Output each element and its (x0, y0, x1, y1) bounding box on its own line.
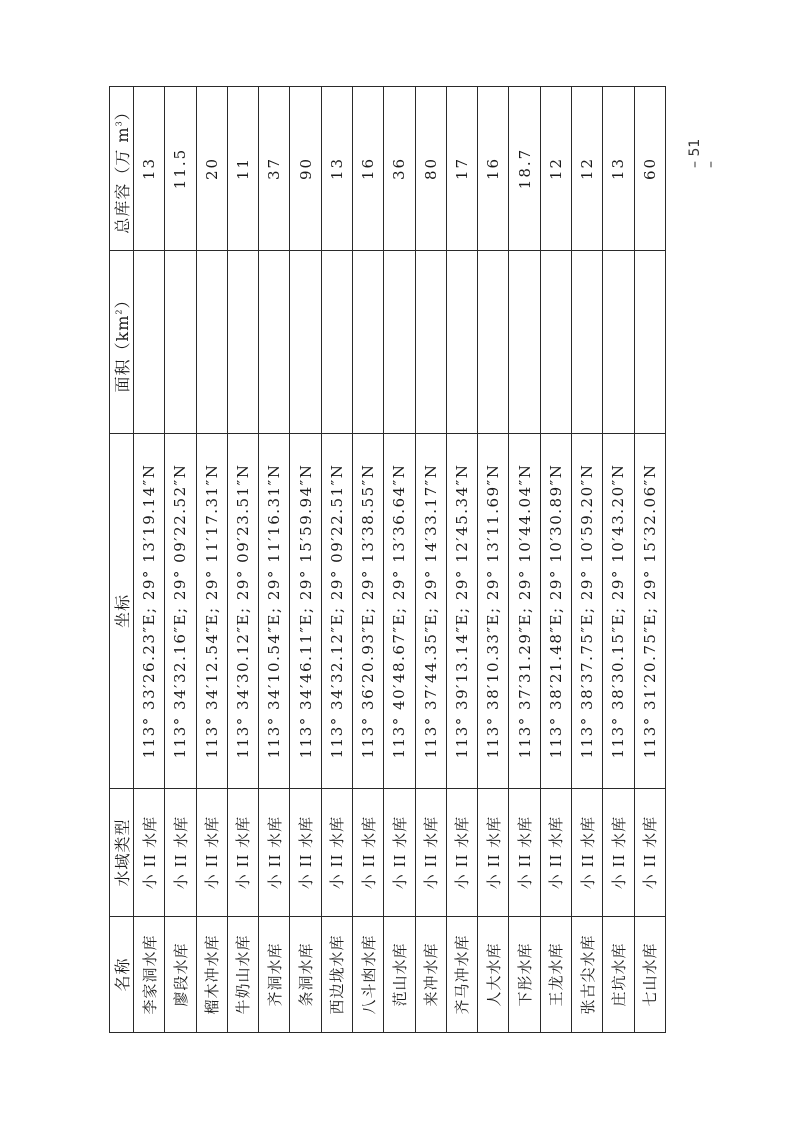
header-capacity (110, 87, 134, 251)
cell-name: 榴木冲水库 (196, 917, 227, 1033)
cell-water-type: 小 II 水库 (196, 789, 227, 917)
page-number: – 51 – (687, 138, 719, 168)
cell-capacity: 36 (384, 87, 415, 251)
cell-capacity: 17 (446, 87, 477, 251)
cell-capacity: 60 (634, 87, 666, 251)
table-row (415, 87, 446, 1033)
cell-area (165, 251, 196, 434)
cell-water-type: 小 II 水库 (540, 789, 571, 917)
cell-water-type: 小 II 水库 (259, 789, 290, 917)
cell-area (259, 251, 290, 434)
cell-area (196, 251, 227, 434)
cell-water-type: 小 II 水库 (384, 789, 415, 917)
table-row (634, 87, 666, 1033)
cell-capacity: 12 (571, 87, 602, 251)
cell-water-type: 小 II 水库 (352, 789, 383, 917)
cell-area (478, 251, 509, 434)
cell-water-type: 小 II 水库 (290, 789, 321, 917)
table-row (165, 87, 196, 1033)
cell-water-type: 小 II 水库 (165, 789, 196, 917)
cell-area (415, 251, 446, 434)
cell-name: 条洞水库 (290, 917, 321, 1033)
header-capacity-text: 总库容（万 m (113, 126, 132, 234)
cell-capacity: 20 (196, 87, 227, 251)
cell-area (227, 251, 258, 434)
table-row (478, 87, 509, 1033)
cell-area (540, 251, 571, 434)
cell-name: 牛奶山水库 (227, 917, 258, 1033)
cell-water-type: 小 II 水库 (134, 789, 165, 917)
table-row (134, 87, 165, 1033)
cell-coordinates: 113° 31′20.75″E; 29° 15′32.06″N (634, 434, 666, 789)
cell-capacity: 16 (352, 87, 383, 251)
cell-coordinates: 113° 38′10.33″E; 29° 13′11.69″N (478, 434, 509, 789)
cell-water-type: 小 II 水库 (478, 789, 509, 917)
cell-capacity: 13 (134, 87, 165, 251)
header-area-text: 面积（km (113, 314, 132, 393)
cell-coordinates: 113° 34′32.12″E; 29° 09′22.51″N (321, 434, 352, 789)
cell-area (321, 251, 352, 434)
cell-name: 李家洞水库 (134, 917, 165, 1033)
cell-coordinates: 113° 38′30.15″E; 29° 10′43.20″N (603, 434, 634, 789)
cell-area (509, 251, 540, 434)
cell-name: 来冲水库 (415, 917, 446, 1033)
header-capacity-close: ） (113, 103, 132, 121)
cell-coordinates: 113° 39′13.14″E; 29° 12′45.34″N (446, 434, 477, 789)
cell-area (290, 251, 321, 434)
table-header-row (110, 87, 134, 1033)
header-area-close: ） (113, 291, 132, 309)
cell-capacity: 37 (259, 87, 290, 251)
cell-capacity: 13 (321, 87, 352, 251)
cell-coordinates: 113° 37′31.29″E; 29° 10′44.04″N (509, 434, 540, 789)
cell-area (134, 251, 165, 434)
cell-coordinates: 113° 38′21.48″E; 29° 10′30.89″N (540, 434, 571, 789)
cell-name: 齐洞水库 (259, 917, 290, 1033)
cell-area (352, 251, 383, 434)
cell-coordinates: 113° 34′32.16″E; 29° 09′22.52″N (165, 434, 196, 789)
cell-capacity: 18.7 (509, 87, 540, 251)
cell-name: 廖段水库 (165, 917, 196, 1033)
cell-water-type: 小 II 水库 (571, 789, 602, 917)
cell-capacity: 12 (540, 87, 571, 251)
cell-water-type: 小 II 水库 (227, 789, 258, 917)
cell-water-type: 小 II 水库 (415, 789, 446, 917)
cell-water-type: 小 II 水库 (603, 789, 634, 917)
table-row (540, 87, 571, 1033)
table-row (352, 87, 383, 1033)
cell-name: 范山水库 (384, 917, 415, 1033)
header-name: 名称 (110, 917, 134, 1033)
cell-water-type: 小 II 水库 (446, 789, 477, 917)
cell-coordinates: 113° 34′46.11″E; 29° 15′59.94″N (290, 434, 321, 789)
cell-name: 王龙水库 (540, 917, 571, 1033)
cell-capacity: 90 (290, 87, 321, 251)
cell-name: 齐马冲水库 (446, 917, 477, 1033)
cell-water-type: 小 II 水库 (509, 789, 540, 917)
table-row (259, 87, 290, 1033)
cell-coordinates: 113° 37′44.35″E; 29° 14′33.17″N (415, 434, 446, 789)
cell-coordinates: 113° 40′48.67″E; 29° 13′36.64″N (384, 434, 415, 789)
table-row (227, 87, 258, 1033)
cell-capacity: 11.5 (165, 87, 196, 251)
table-row (603, 87, 634, 1033)
cell-coordinates: 113° 33′26.23″E; 29° 13′19.14″N (134, 434, 165, 789)
header-capacity-sup: 3 (114, 120, 124, 127)
cell-name: 七山水库 (634, 917, 666, 1033)
table-body (134, 87, 666, 1033)
cell-name: 人大水库 (478, 917, 509, 1033)
cell-area (571, 251, 602, 434)
header-area (110, 251, 134, 434)
cell-water-type: 小 II 水库 (634, 789, 666, 917)
table-row (384, 87, 415, 1033)
cell-coordinates: 113° 38′37.75″E; 29° 10′59.20″N (571, 434, 602, 789)
cell-coordinates: 113° 34′30.12″E; 29° 09′23.51″N (227, 434, 258, 789)
cell-coordinates: 113° 34′12.54″E; 29° 11′17.31″N (196, 434, 227, 789)
table-row (509, 87, 540, 1033)
cell-area (603, 251, 634, 434)
table-row (290, 87, 321, 1033)
cell-capacity: 80 (415, 87, 446, 251)
cell-coordinates: 113° 36′20.93″E; 29° 13′38.55″N (352, 434, 383, 789)
table-row (446, 87, 477, 1033)
cell-name: 八斗凼水库 (352, 917, 383, 1033)
cell-capacity: 16 (478, 87, 509, 251)
table-row (321, 87, 352, 1033)
cell-coordinates: 113° 34′10.54″E; 29° 11′16.31″N (259, 434, 290, 789)
cell-name: 西边垅水库 (321, 917, 352, 1033)
cell-name: 庄坑水库 (603, 917, 634, 1033)
cell-capacity: 13 (603, 87, 634, 251)
cell-name: 下彤水库 (509, 917, 540, 1033)
table-row (196, 87, 227, 1033)
header-coordinates: 坐标 (110, 434, 134, 789)
cell-capacity: 11 (227, 87, 258, 251)
cell-area (634, 251, 666, 434)
header-water-type: 水域类型 (110, 789, 134, 917)
cell-area (384, 251, 415, 434)
header-area-sup: 2 (114, 308, 124, 315)
reservoir-table (109, 86, 666, 1033)
rotated-table-container (109, 87, 666, 1033)
cell-water-type: 小 II 水库 (321, 789, 352, 917)
cell-area (446, 251, 477, 434)
cell-name: 张古尖水库 (571, 917, 602, 1033)
table-row (571, 87, 602, 1033)
